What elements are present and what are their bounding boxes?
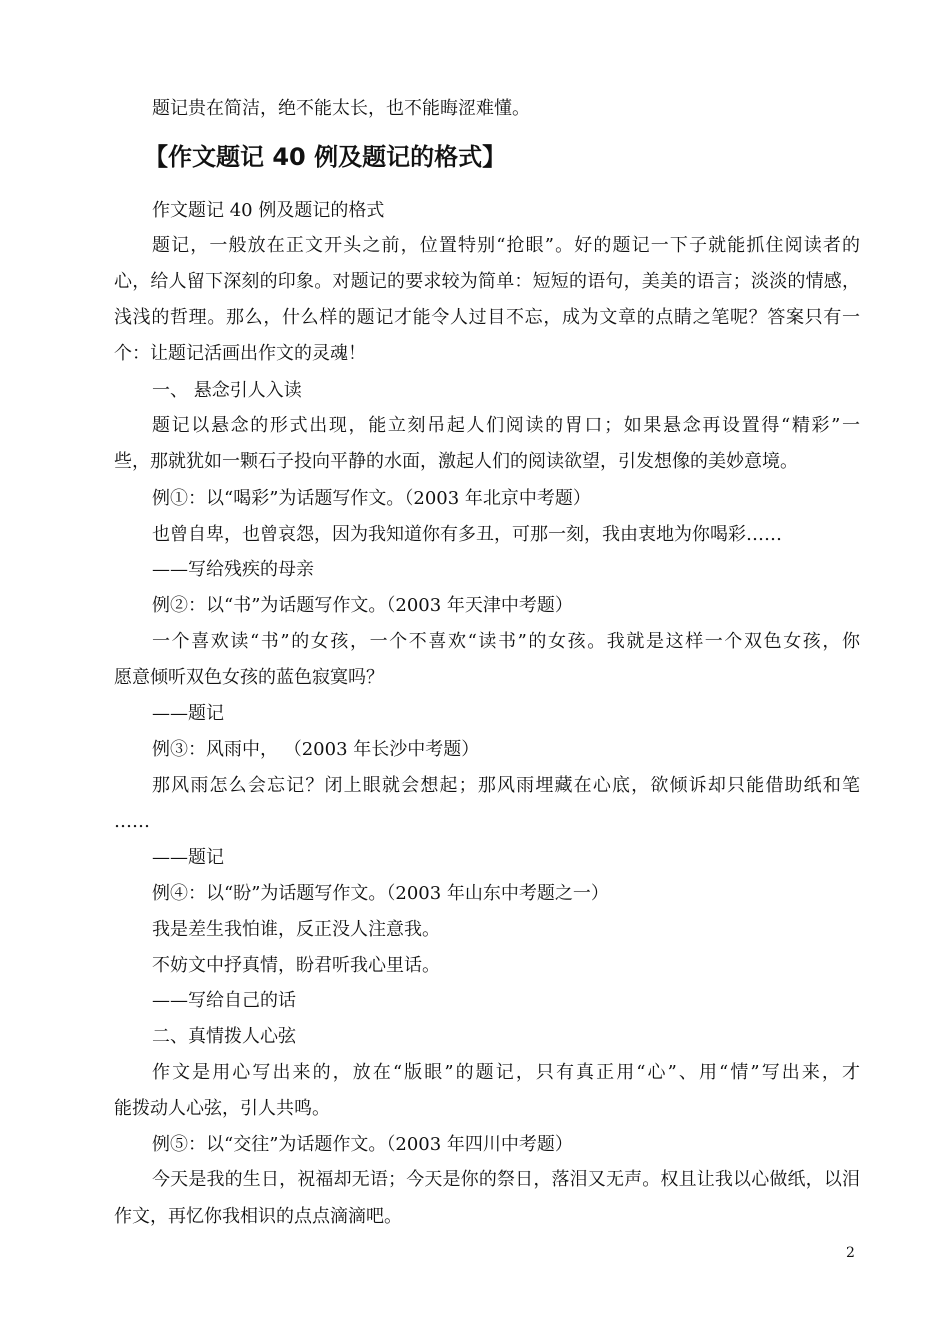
example-text: 一个喜欢读“书”的女孩，一个不喜欢“读书”的女孩。我就是这样一个双色女孩，你 [152, 631, 860, 652]
example-signature: ——题记 [152, 703, 224, 724]
example-text: 今天是我的生日，祝福却无语；今天是你的祭日，落泪又无声。权且让我以心做纸，以泪 [152, 1169, 860, 1190]
example-title: 例④：以“盼”为话题写作文。（2003 年山东中考题之一） [152, 883, 609, 904]
example-title: 例②：以“书”为话题写作文。（2003 年天津中考题） [152, 595, 573, 616]
paragraph-line: 题记，一般放在正文开头之前，位置特别“抢眼”。好的题记一下子就能抓住阅读者的 [152, 235, 860, 256]
example-text: 不妨文中抒真情，盼君听我心里话。 [152, 955, 440, 976]
paragraph-line: 题记以悬念的形式出现，能立刻吊起人们阅读的胃口；如果悬念再设置得“精彩”一 [152, 415, 860, 436]
example-title: 例⑤：以“交往”为话题作文。（2003 年四川中考题） [152, 1134, 573, 1155]
example-signature: ——题记 [152, 847, 224, 868]
example-text: 那风雨怎么会忘记？闭上眼就会想起；那风雨埋藏在心底，欲倾诉却只能借助纸和笔 [152, 775, 860, 796]
example-text: 愿意倾听双色女孩的蓝色寂寞吗？ [114, 667, 384, 688]
example-text: …… [114, 811, 150, 832]
intro-text: 题记贵在简洁，绝不能太长，也不能晦涩难懂。 [152, 98, 530, 119]
example-text: 我是差生我怕谁，反正没人注意我。 [152, 919, 440, 940]
section-title: 二、真情拨人心弦 [152, 1026, 296, 1047]
example-signature: ——写给自己的话 [152, 990, 296, 1011]
section-heading: 【作文题记 40 例及题记的格式】 [144, 143, 507, 171]
paragraph-line: 作文是用心写出来的，放在“版眼”的题记，只有真正用“心”、用“情”写出来，才 [152, 1062, 860, 1083]
page-number: 2 [846, 1245, 855, 1261]
paragraph-line: 心，给人留下深刻的印象。对题记的要求较为简单：短短的语句，美美的语言；淡淡的情感， [114, 271, 860, 292]
example-text: 作文，再忆你我相识的点点滴滴吧。 [114, 1206, 402, 1227]
paragraph-line: 个：让题记活画出作文的灵魂！ [114, 343, 366, 364]
example-signature: ——写给残疾的母亲 [152, 559, 314, 580]
section-title: 一、 悬念引人入读 [152, 380, 302, 401]
subtitle: 作文题记 40 例及题记的格式 [152, 200, 385, 221]
example-title: 例①：以“喝彩”为话题写作文。（2003 年北京中考题） [152, 488, 591, 509]
paragraph-line: 能拨动人心弦，引人共鸣。 [114, 1098, 330, 1119]
example-text: 也曾自卑，也曾哀怨，因为我知道你有多丑，可那一刻，我由衷地为你喝彩…… [152, 524, 782, 545]
paragraph-line: 些，那就犹如一颗石子投向平静的水面，激起人们的阅读欲望，引发想像的美妙意境。 [114, 451, 798, 472]
paragraph-line: 浅浅的哲理。那么，什么样的题记才能令人过目不忘，成为文章的点睛之笔呢？答案只有一 [114, 307, 860, 328]
example-title: 例③：风雨中， （2003 年长沙中考题） [152, 739, 480, 760]
